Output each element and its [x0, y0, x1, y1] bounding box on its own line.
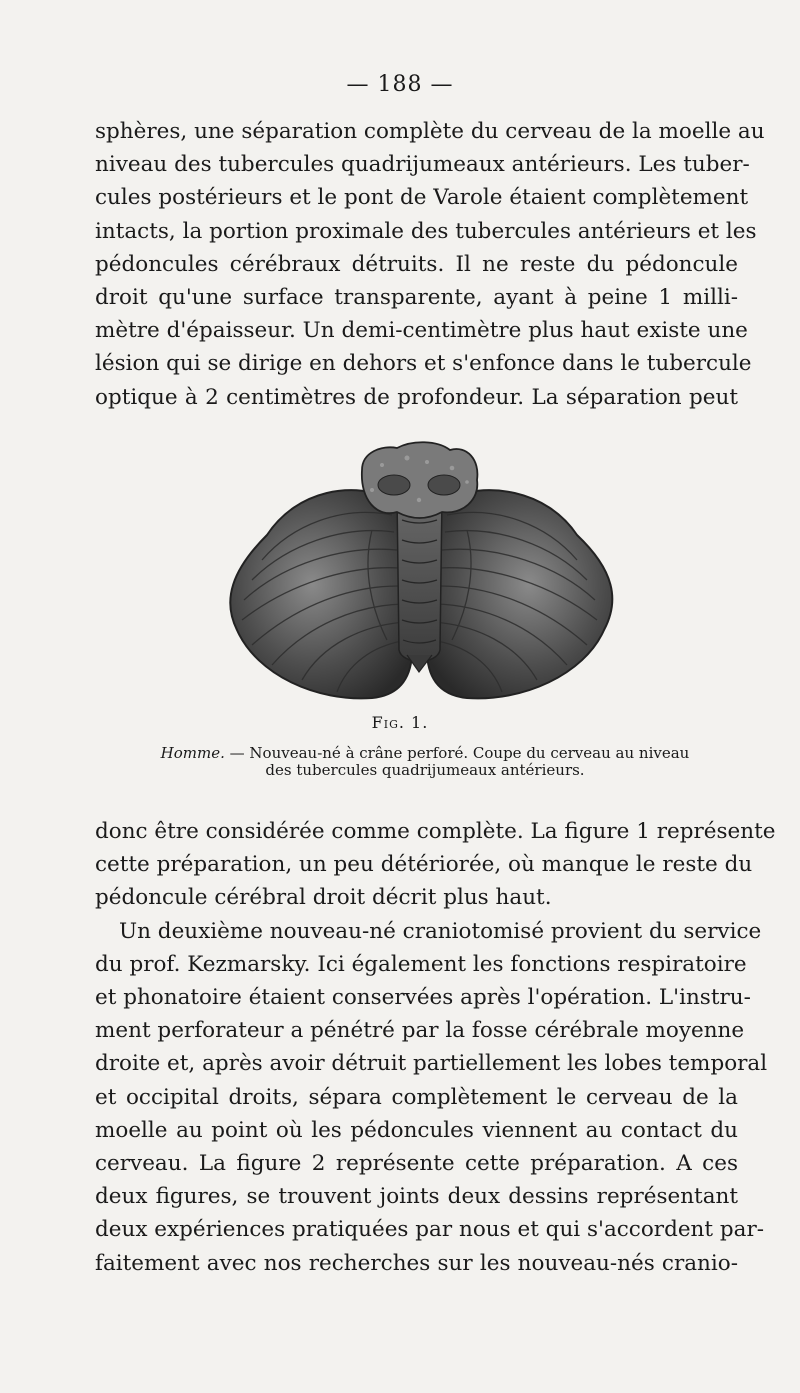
text-line: du prof. Kezmarsky. Ici également les fonctions respiratoire: [95, 951, 747, 977]
text-line: droite et, après avoir détruit partiellement les lobes temporal: [95, 1051, 768, 1077]
text-line: moelle au point où les pédoncules viennent au contact du: [95, 1117, 738, 1143]
text-line: pédoncule cérébral droit décrit plus haut.: [95, 885, 552, 911]
text-line: sphères, une séparation complète du cerveau de la moelle au: [95, 119, 765, 144]
page-number: — 188 —: [346, 72, 454, 97]
text-line: deux expériences pratiquées par nous et qui s'accordent par-: [95, 1217, 764, 1243]
text-line: deux figures, se trouvent joints deux dessins représentant: [95, 1184, 738, 1210]
text-line: optique à 2 centimètres de profondeur. La séparation peut: [95, 384, 738, 410]
text-line: faitement avec nos recherches sur les nouveau-nés cranio-: [95, 1250, 738, 1276]
text-line: lésion qui se dirige en dehors et s'enfonce dans le tubercule: [95, 351, 752, 377]
paragraph-bottom: [95, 815, 776, 1280]
text-line: droit qu'une surface transparente, ayant à peine 1 milli-: [95, 285, 738, 311]
text-line: ment perforateur a pénétré par la fosse cérébrale moyenne: [95, 1018, 745, 1044]
caption-line-2: des tubercules quadrijumeaux antérieurs.: [265, 761, 585, 779]
figure-caption: [145, 745, 705, 779]
text-line: cules postérieurs et le pont de Varole étaient complètement: [95, 185, 749, 211]
text-line: et phonatoire étaient conservées après l'opération. L'instru-: [95, 985, 751, 1011]
brain-section-illustration: [222, 440, 618, 710]
text-line: et occipital droits, sépara complètement le cerveau de la: [95, 1084, 738, 1110]
brainstem-section: [362, 442, 478, 518]
paragraph-top: [95, 115, 765, 414]
text-line: pédoncules cérébraux détruits. Il ne reste du pédoncule: [95, 251, 738, 277]
text-line: donc être considérée comme complète. La figure 1 représente: [95, 819, 776, 844]
text-line: intacts, la portion proximale des tubercules antérieurs et les: [95, 218, 757, 244]
figure-label: Fig. 1.: [371, 713, 429, 732]
text-line: cette préparation, un peu détériorée, où manque le reste du: [95, 852, 753, 878]
left-hemisphere: [230, 490, 412, 698]
right-hemisphere: [427, 490, 612, 698]
text-line: niveau des tubercules quadrijumeaux antérieurs. Les tuber-: [95, 152, 750, 178]
caption-line-1: — Nouveau-né à crâne perforé. Coupe du cerveau au niveau: [229, 744, 690, 762]
caption-lead: Homme.: [160, 744, 225, 762]
text-line: Un deuxième nouveau-né craniotomisé provient du service: [119, 918, 762, 944]
text-line: mètre d'épaisseur. Un demi-centimètre plus haut existe une: [95, 318, 748, 344]
text-line: cerveau. La figure 2 représente cette préparation. A ces: [95, 1151, 738, 1177]
